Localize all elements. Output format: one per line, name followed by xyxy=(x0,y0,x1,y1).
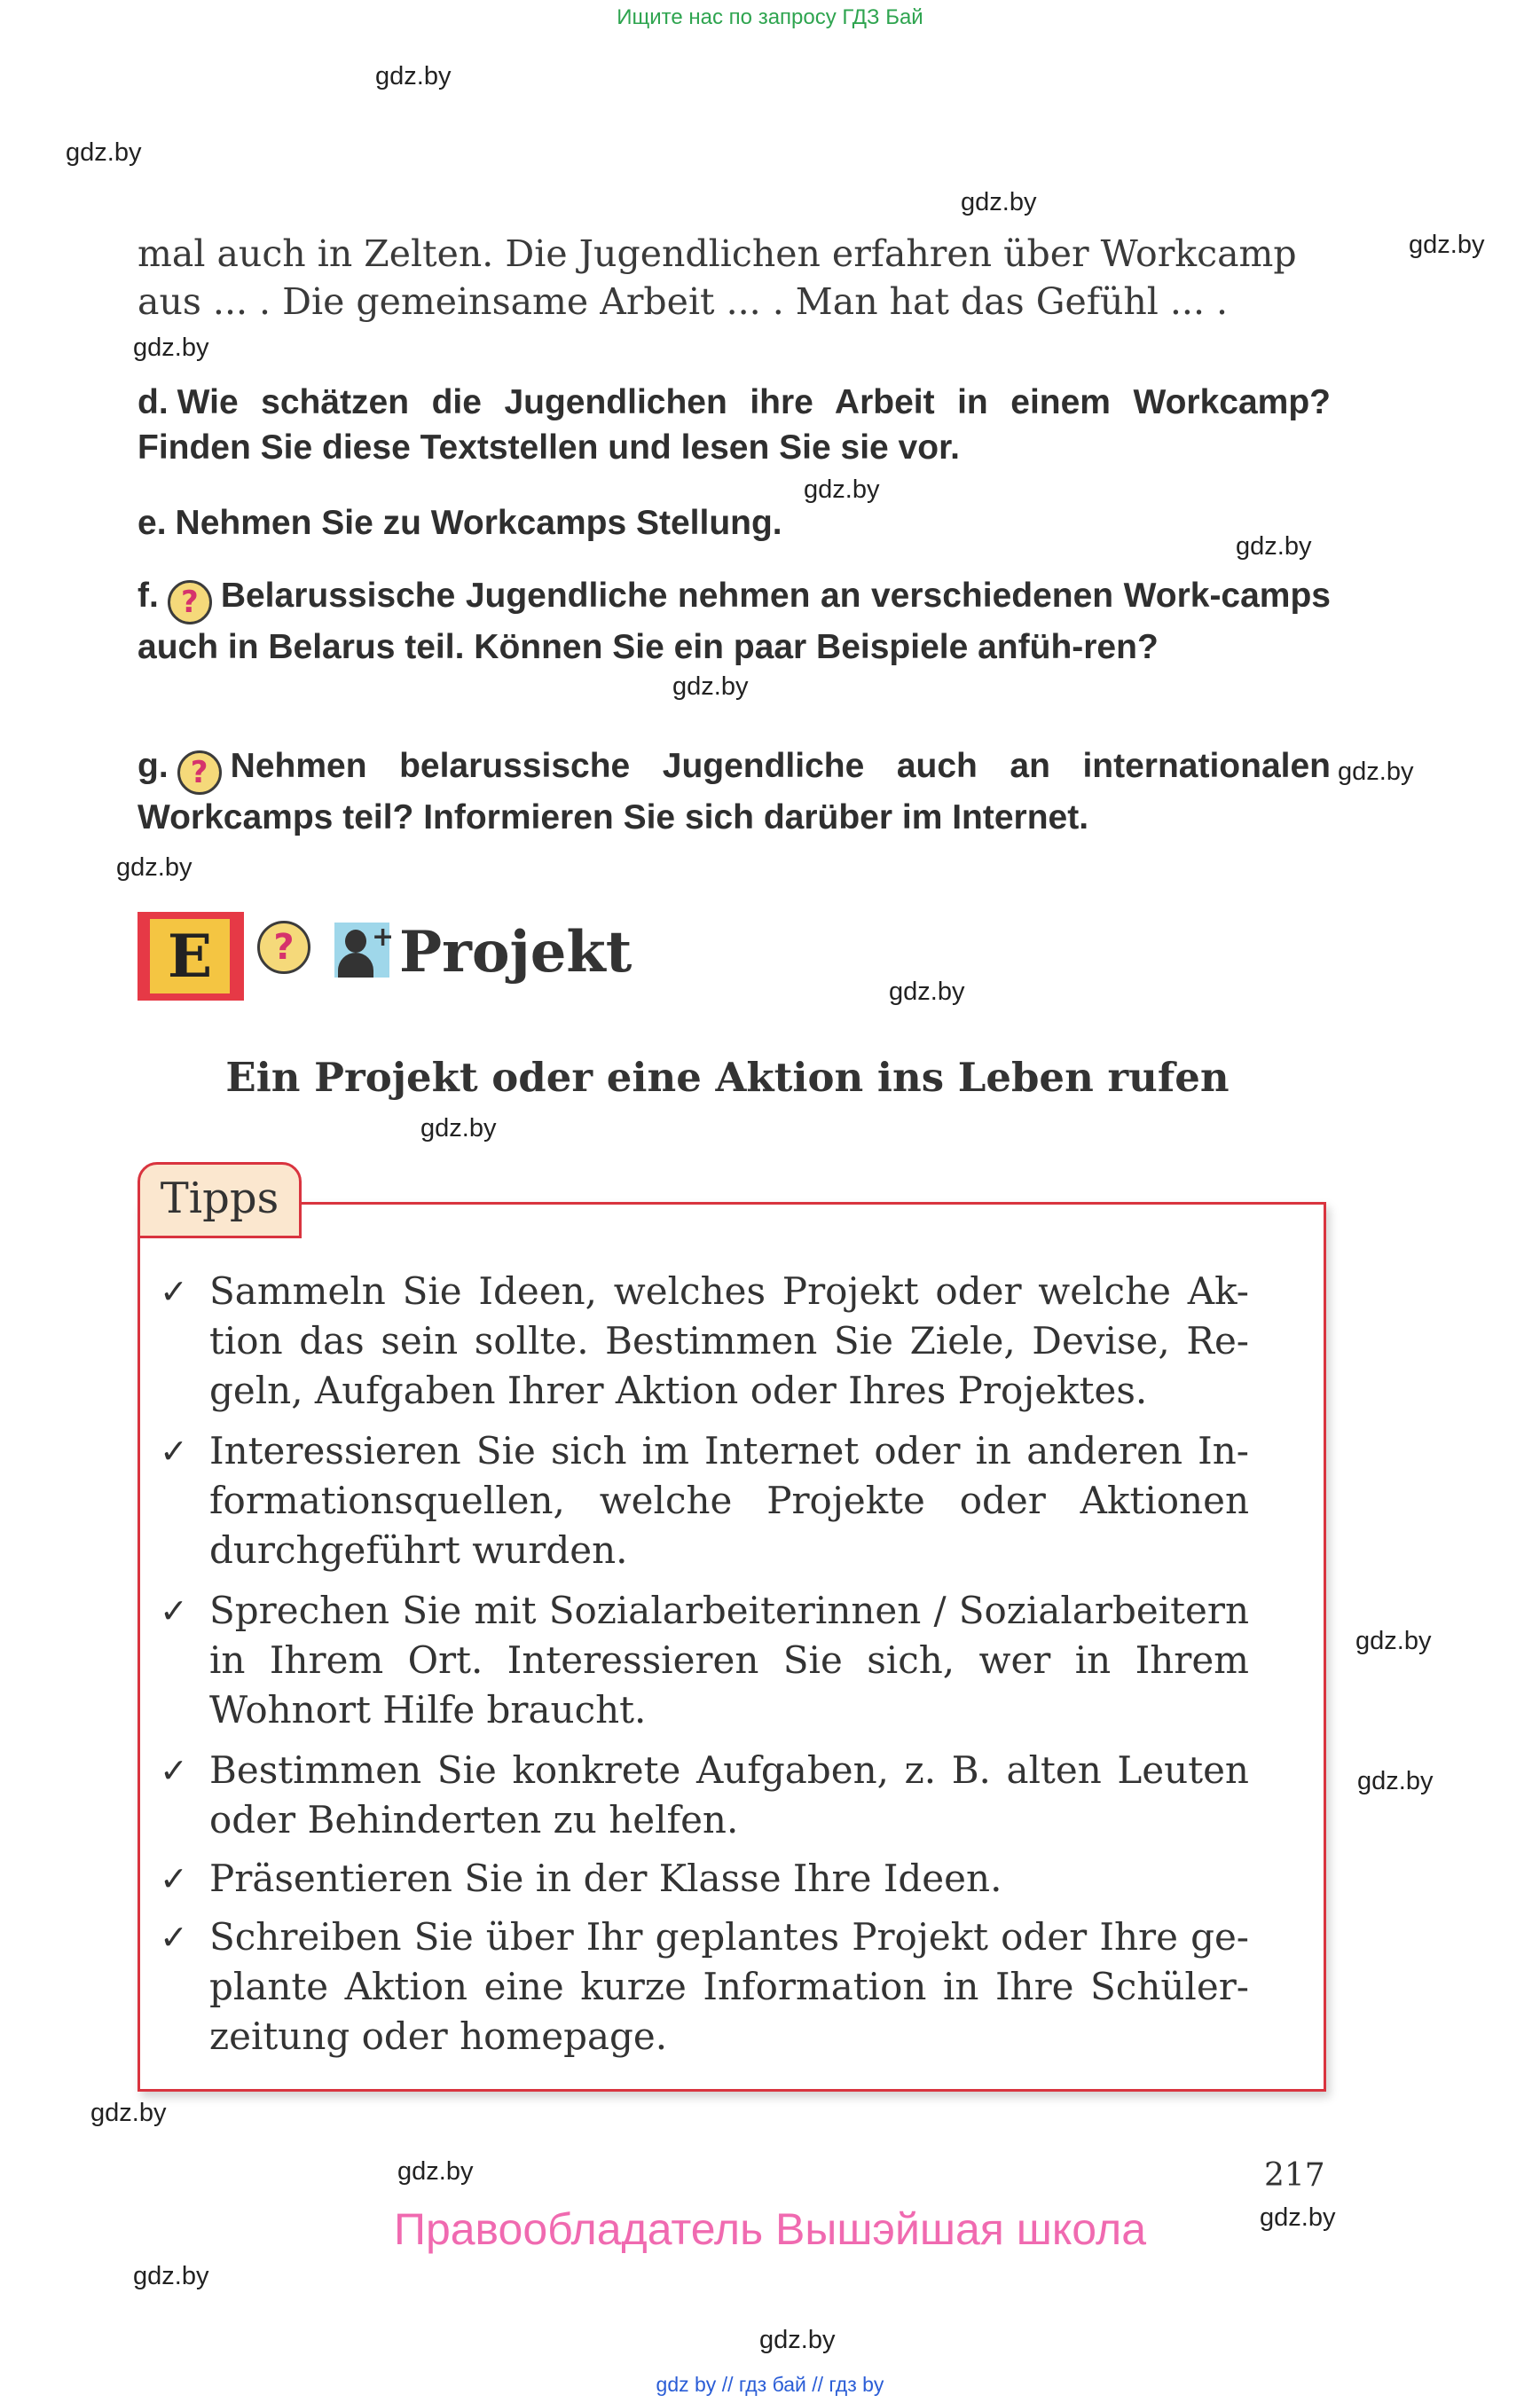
copyright-notice: Правообладатель Вышэйшая школа xyxy=(394,2204,1146,2254)
watermark: gdz.by xyxy=(1260,2203,1336,2232)
task-text: Belarussische Jugendliche nehmen an verschiedenen Work-camps auch in Belarus teil. Können Sie ein paar Beispiele anfüh-ren? xyxy=(138,577,1331,666)
task-d xyxy=(138,380,1331,470)
plus-sign: + xyxy=(372,922,395,953)
watermark: gdz.by xyxy=(1355,1627,1432,1655)
tip-text: Präsentieren Sie in der Klasse Ihre Ideen. xyxy=(209,1857,1002,1900)
person-head xyxy=(345,930,366,953)
checkmark-icon: ✓ xyxy=(160,1859,188,1898)
watermark: gdz.by xyxy=(133,2262,209,2290)
section-letter: E xyxy=(150,919,230,993)
checkmark-icon: ✓ xyxy=(160,1918,188,1957)
checkmark-icon: ✓ xyxy=(160,1432,188,1471)
watermark: gdz.by xyxy=(672,672,749,701)
section-subtitle: Ein Projekt oder eine Aktion ins Leben rufen xyxy=(225,1054,1230,1101)
tip-item xyxy=(160,1267,1249,1416)
tip-text: Schreiben Sie über Ihr geplantes Projekt oder Ihre ge-plante Aktion eine kurze Information in Ihre Schüler-zeitung oder homepage. xyxy=(209,1915,1249,2058)
tip-item xyxy=(160,1426,1249,1575)
person-add-icon xyxy=(334,922,395,978)
watermark: gdz.by xyxy=(1338,758,1414,786)
watermark: gdz.by xyxy=(1236,532,1312,561)
watermark: gdz.by xyxy=(1409,231,1485,259)
task-g xyxy=(138,743,1331,840)
question-icon: ? xyxy=(168,580,212,624)
tip-item xyxy=(160,1854,1249,1904)
tip-item xyxy=(160,1746,1249,1845)
watermark: gdz.by xyxy=(397,2157,474,2186)
watermark: gdz.by xyxy=(116,853,192,882)
top-banner[interactable]: Ищите нас по запросу ГДЗ Бай xyxy=(617,5,923,29)
person-body xyxy=(338,953,373,978)
tip-text: Sprechen Sie mit Sozialarbeiterinnen / Sozialarbeitern in Ihrem Ort. Interessieren Sie sich, wer in Ihrem Wohnort Hilfe braucht. xyxy=(209,1589,1249,1732)
watermark: gdz.by xyxy=(90,2099,167,2127)
tip-text: Bestimmen Sie konkrete Aufgaben, z. B. alten Leuten oder Behinderten zu helfen. xyxy=(209,1748,1249,1842)
tip-text: Sammeln Sie Ideen, welches Projekt oder welche Ak-tion das sein sollte. Bestimmen Sie Ziele, Devise, Re-geln, Aufgaben Ihrer Aktion oder Ihres Projektes. xyxy=(209,1269,1249,1412)
question-icon: ? xyxy=(257,921,310,974)
tip-text: Interessieren Sie sich im Internet oder in anderen In-formationsquellen, welche Projekte oder Aktionen durchgeführt wurden. xyxy=(209,1429,1249,1572)
checkmark-icon: ✓ xyxy=(160,1751,188,1790)
task-e xyxy=(138,500,1331,546)
watermark: gdz.by xyxy=(375,62,452,90)
task-label: d. xyxy=(138,383,169,421)
watermark: gdz.by xyxy=(961,188,1037,216)
tips-tab: Tipps xyxy=(138,1162,302,1238)
task-label: e. xyxy=(138,504,167,542)
tip-item xyxy=(160,1586,1249,1735)
task-label: g. xyxy=(138,747,169,785)
watermark: gdz.by xyxy=(804,475,880,504)
section-title: Projekt xyxy=(399,919,632,986)
task-text: Nehmen belarussische Jugendliche auch an internationalen Workcamps teil? Informieren Sie sich darüber im Internet. xyxy=(138,747,1331,836)
tip-item xyxy=(160,1912,1249,2061)
question-icon: ? xyxy=(177,750,222,795)
task-text: Nehmen Sie zu Workcamps Stellung. xyxy=(175,504,782,542)
footer-links[interactable]: gdz by // гдз бай // гдз by xyxy=(656,2373,884,2396)
task-text: Wie schätzen die Jugendlichen ihre Arbeit in einem Workcamp? Finden Sie diese Textstellen und lesen Sie sie vor. xyxy=(138,383,1331,467)
page-number: 217 xyxy=(1264,2157,1325,2194)
checkmark-icon: ✓ xyxy=(160,1591,188,1630)
text-line: mal auch in Zelten. Die Jugendlichen erfahren über Workcamp xyxy=(138,232,1297,275)
watermark: gdz.by xyxy=(420,1114,497,1143)
task-label: f. xyxy=(138,577,159,615)
watermark: gdz.by xyxy=(133,334,209,362)
section-letter-badge xyxy=(138,912,244,1001)
watermark: gdz.by xyxy=(889,978,965,1006)
checkmark-icon: ✓ xyxy=(160,1272,188,1311)
watermark: gdz.by xyxy=(66,138,142,167)
task-f xyxy=(138,573,1331,670)
text-line: aus ... . Die gemeinsame Arbeit ... . Man hat das Gefühl ... . xyxy=(138,280,1229,323)
watermark: gdz.by xyxy=(759,2326,836,2354)
watermark: gdz.by xyxy=(1357,1767,1434,1795)
